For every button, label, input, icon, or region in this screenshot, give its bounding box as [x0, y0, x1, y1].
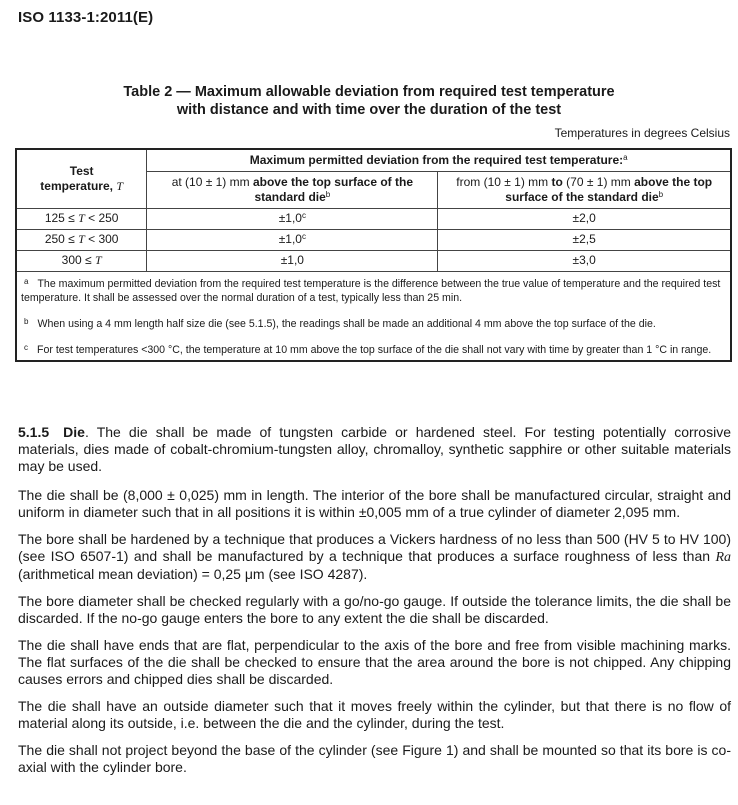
temperature-range-cell: 250 ≤ T < 300: [16, 229, 147, 250]
table-row: [16, 229, 731, 250]
footnote-marker: b: [24, 316, 29, 326]
footnote-text: For test temperatures <300 °C, the temperature at 10 mm above the top surface of the die shall not vary with time by greater than 1 °C in range.: [37, 343, 712, 356]
table-footnote-a: [16, 271, 731, 307]
deviation-10-70mm-cell: ±3,0: [438, 250, 731, 271]
deviation-10mm-cell: ±1,0$^c$: [147, 229, 438, 250]
section-title: Die: [63, 424, 85, 440]
header-test-label: Test: [69, 163, 94, 178]
table-footnote-c: [16, 333, 731, 361]
header-at-10mm-bold: above the top surface of the standard die: [252, 174, 413, 204]
header-from-bold: above the top surface of the standard die: [505, 174, 713, 204]
paragraph-7: The die shall not project beyond the base of the cylinder (see Figure 1) and shall be mounted so that its bore is co-axial with the cylinder bore.: [18, 742, 731, 775]
deviation-10mm-cell: ±1,0: [147, 250, 438, 271]
paragraph-4: The bore diameter shall be checked regularly with a go/no-go gauge. If outside the tolerance limits, the die shall be discarded. If the no-go gauge enters the bore to any extent the die shall be discarded.: [18, 593, 731, 626]
section-body: [18, 424, 731, 786]
document-code: ISO 1133-1:2011(E): [18, 9, 154, 26]
footnote-ref: a: [623, 152, 628, 162]
header-max-deviation: [147, 149, 731, 171]
paragraph-3: The bore shall be hardened by a technique that produces a Vickers hardness of no less than 500 (HV 5 to HV 100) (see ISO 6507-1) and shall be manufactured by a technique that produces a surface roughness of less than Ra (arithmetical mean deviation) = 0,25 μm (see ISO 4287).: [18, 531, 731, 582]
header-to-word: to: [551, 174, 563, 189]
table-row: [16, 250, 731, 271]
header-from-mid: (70 ± 1) mm: [562, 174, 635, 189]
deviation-10-70mm-cell: ±2,0: [438, 208, 731, 229]
roughness-symbol: Ra: [715, 550, 731, 565]
table-title-line-2: with distance and with time over the duration of the test: [176, 102, 562, 118]
header-test-temperature: [16, 149, 147, 208]
header-from-prefix: from (10 ± 1) mm: [456, 174, 552, 189]
units-note: Temperatures in degrees Celsius: [554, 126, 730, 140]
footnote-marker: c: [24, 342, 28, 352]
deviation-10mm-cell: ±1,0$^c$: [147, 208, 438, 229]
header-at-10mm-prefix: at (10 ± 1) mm: [171, 174, 253, 189]
temperature-range-cell: 300 ≤ T: [16, 250, 147, 271]
table-footnote-b: [16, 307, 731, 333]
paragraph-2: The die shall be (8,000 ± 0,025) mm in length. The interior of the bore shall be manufactured circular, straight and uniform in diameter such that in all positions it is within ±0,005 mm of a true cylinder of diameter 2,095 mm.: [18, 487, 731, 520]
table-header-row: [16, 149, 731, 171]
footnote-ref: b: [325, 189, 331, 199]
footnote-text: When using a 4 mm length half size die (see 5.1.5), the readings shall be made an additional 4 mm above the top surface of the die.: [37, 317, 656, 330]
table-row: [16, 208, 731, 229]
deviation-10-70mm-cell: ±2,5: [438, 229, 731, 250]
header-max-deviation-label: Maximum permitted deviation from the required test temperature:: [249, 152, 624, 167]
paragraph-5: The die shall have ends that are flat, perpendicular to the axis of the bore and free from visible machining marks. The flat surfaces of the die shall be checked to ensure that the area around the bore is not chipped. Any chipping causes errors and chipped dies shall be discarded.: [18, 637, 731, 687]
table-title: [0, 83, 738, 119]
header-from-10-to-70mm: [438, 171, 731, 208]
paragraph-1: [18, 424, 731, 475]
section-number: 5.1.5: [18, 424, 50, 440]
deviation-table: [15, 148, 732, 362]
header-temperature-label: temperature,: [40, 178, 117, 193]
footnote-marker: a: [24, 276, 29, 286]
footnote-text: The maximum permitted deviation from the required test temperature is the difference between the true value of temperature and the required test temperature. It shall be assessed over the normal duration of a test, typically less than 25 min.: [21, 277, 721, 304]
paragraph-1-text: . The die shall be made of tungsten carbide or hardened steel. For testing potentially corrosive materials, dies made of cobalt-chromium-tungsten alloy, chromalloy, synthetic sapphire or other suitable materials may be used.: [18, 424, 731, 474]
temperature-range-cell: 125 ≤ T < 250: [16, 208, 147, 229]
table-title-line-1: Table 2 — Maximum allowable deviation from required test temperature: [123, 84, 615, 100]
footnote-ref: b: [658, 189, 664, 199]
header-temperature-symbol: T: [116, 178, 123, 193]
header-at-10mm: [147, 171, 438, 208]
paragraph-6: The die shall have an outside diameter such that it moves freely within the cylinder, but that there is no flow of material along its outside, i.e. between the die and the cylinder, during the test.: [18, 698, 731, 731]
